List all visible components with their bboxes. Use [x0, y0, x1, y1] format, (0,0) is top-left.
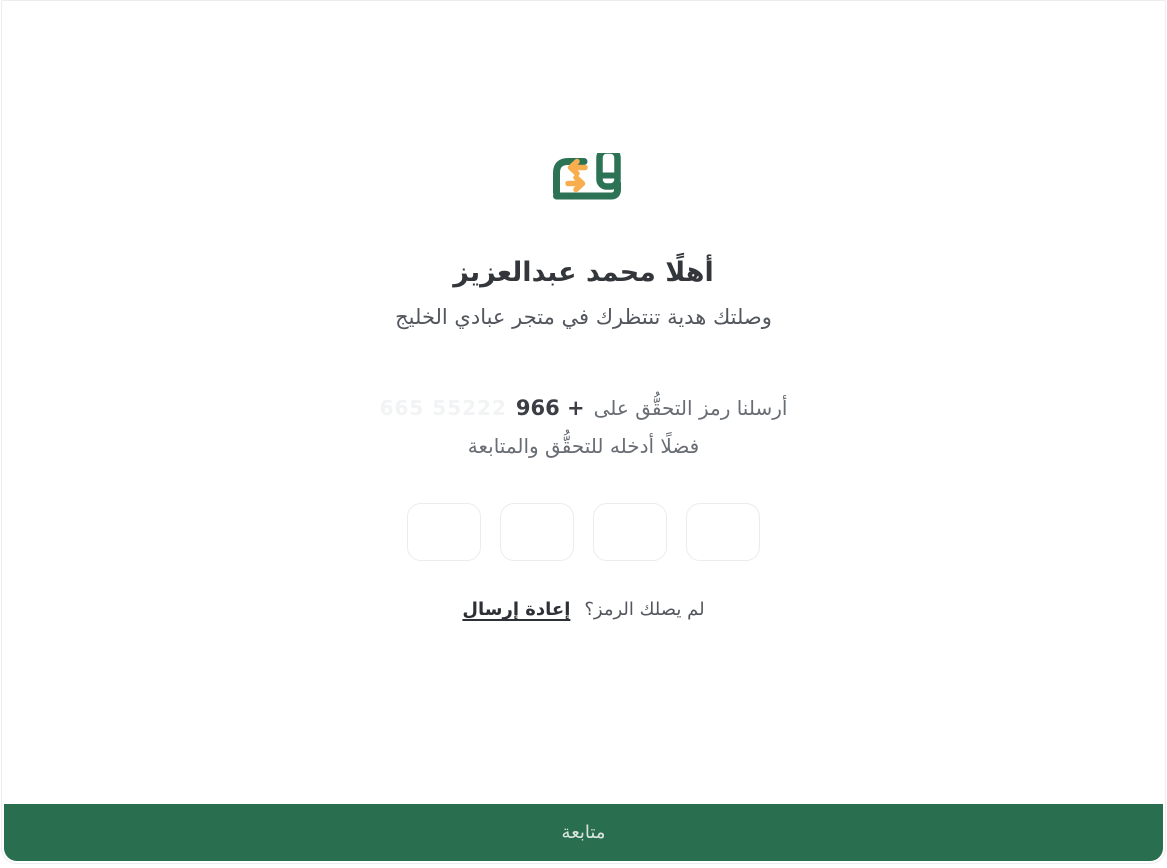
continue-button[interactable]: متابعة [4, 804, 1163, 861]
store-logo [2, 153, 1165, 223]
resend-question: لم يصلك الرمز؟ [584, 599, 705, 620]
otp-input-3[interactable] [593, 503, 667, 561]
otp-input-2[interactable] [500, 503, 574, 561]
code-instruction: فضلًا أدخله للتحقُّق والمتابعة [467, 434, 700, 458]
code-sent-text: أرسلنا رمز التحقُّق على [593, 396, 788, 420]
phone-number-faint: 665 55222 [379, 396, 507, 420]
otp-input-1[interactable] [407, 503, 481, 561]
welcome-subtitle: وصلتك هدية تنتظرك في متجر عبادي الخليج [395, 305, 772, 329]
resend-link[interactable]: إعادة إرسال [462, 599, 571, 620]
otp-input-4[interactable] [686, 503, 760, 561]
store-logo-icon [545, 153, 623, 219]
otp-input-group [2, 503, 1165, 561]
resend-row [2, 599, 1165, 620]
code-sent-line [2, 396, 1165, 420]
verification-page [1, 0, 1166, 864]
welcome-title: أهلًا محمد عبدالعزيز [453, 257, 714, 288]
phone-country-code: 966 + [515, 396, 585, 420]
